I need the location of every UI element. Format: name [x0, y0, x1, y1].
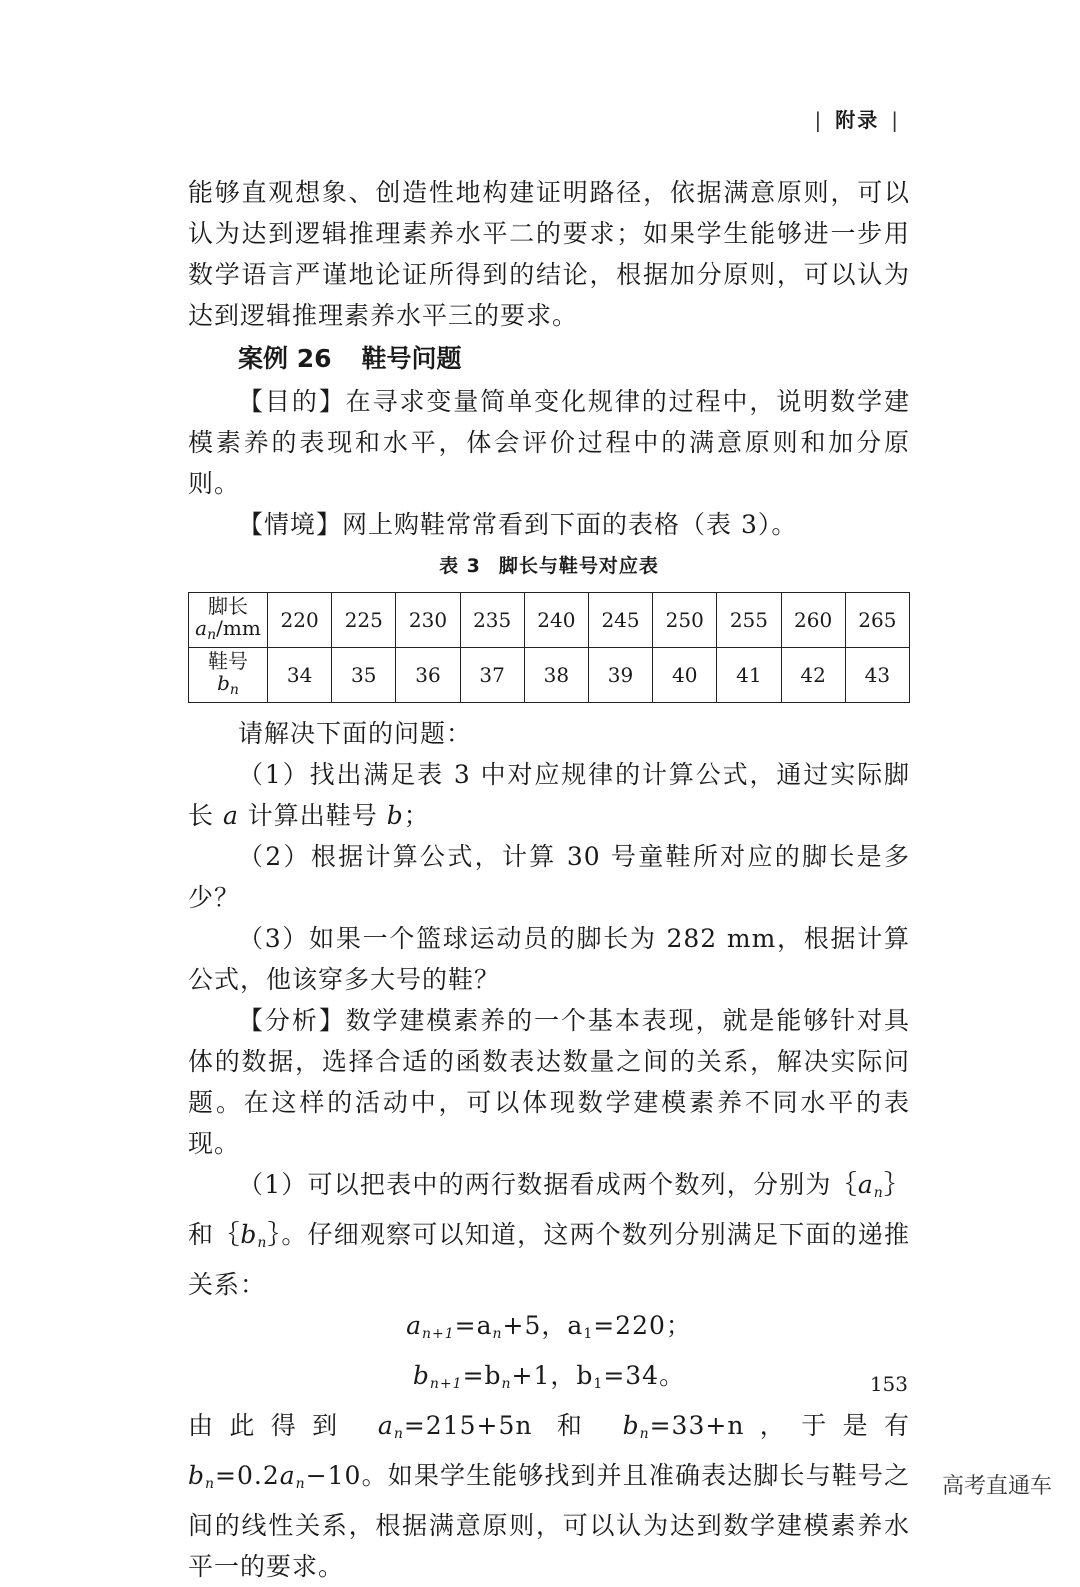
question-1-var-a: a	[222, 801, 239, 830]
conclusion-d: =0.2	[215, 1461, 280, 1490]
foot-length-header	[189, 593, 268, 648]
seq-a-var: a	[857, 1170, 874, 1199]
table-cell: 235	[460, 593, 524, 648]
shoe-size-sub: n	[229, 681, 239, 698]
page-number: 153	[869, 1372, 908, 1396]
table-cell: 38	[524, 648, 588, 703]
conclusion-c: =33+n，于是有	[649, 1411, 910, 1440]
conclusion-e: −10。如果学生能够找到并且准确表达脚长与鞋号之间的线性关系，根据满意原则，可以认为达到数学建模素养水平一的要求。	[188, 1461, 910, 1581]
table-cell: 34	[268, 648, 332, 703]
question-1-text-b: 计算出鞋号	[238, 801, 387, 830]
case-name: 鞋号问题	[361, 344, 462, 373]
table-caption	[188, 551, 910, 578]
running-head-title: 附录	[835, 108, 880, 132]
formula-a-eq: =a	[454, 1311, 493, 1340]
foot-length-sub: n	[207, 626, 217, 643]
formula-a-init: =220；	[593, 1311, 692, 1340]
table-cell: 255	[717, 593, 781, 648]
question-1-text-c: ；	[403, 801, 430, 830]
running-head-divider-right: |	[891, 108, 900, 132]
question-1-text-a: （1）找出满足表 3 中对应规律的计算公式，通过实际脚长	[188, 760, 910, 830]
context-paragraph	[188, 504, 910, 545]
table-cell: 39	[588, 648, 652, 703]
table-cell: 240	[524, 593, 588, 648]
foot-length-var: a	[195, 615, 208, 640]
shoe-size-header	[189, 648, 268, 703]
formula-a-plus: +5，a	[502, 1311, 584, 1340]
case-label: 案例 26	[238, 344, 332, 373]
analysis-step-1-b: ｝和｛	[188, 1170, 910, 1249]
formula-b-plus: +1，b	[511, 1361, 594, 1390]
analysis-tag: 【分析】	[238, 1006, 346, 1035]
watermark: 高考直通车	[941, 1474, 1052, 1499]
shoe-size-label: 鞋号	[208, 648, 248, 673]
analysis-conclusion: 由此得到 $a_n=215+5n$ 和 $b_n=33+n$，于是有 $b_n=0.2a_n-10$。如果学生能够找到并且准确表达脚长与鞋号之间的线性关系，根据满意原则，可以认为达到数学建模素养水平一的要求。	[188, 1411, 910, 1581]
table-cell: 42	[781, 648, 845, 703]
foot-length-label: 脚长	[208, 593, 248, 618]
page-body	[188, 172, 910, 1587]
recurrence-a: $a_{n+1}=a_n+5$，$a_1=220$；	[406, 1311, 692, 1342]
shoe-size-table	[188, 592, 910, 703]
table-cell: 35	[332, 648, 396, 703]
table-cell: 37	[460, 648, 524, 703]
table-caption-number: 表 3	[439, 555, 481, 577]
shoe-size-var: b	[217, 670, 230, 695]
foot-length-unit: /mm	[216, 615, 261, 640]
conclusion-a: 由此得到	[188, 1411, 378, 1440]
context-text: 网上购鞋常常看到下面的表格（表 3）。	[342, 510, 798, 539]
table-cell: 250	[653, 593, 717, 648]
analysis-paragraph	[188, 1000, 910, 1164]
foot-length-row	[189, 593, 910, 648]
running-head	[803, 104, 913, 133]
question-1	[188, 754, 910, 836]
recurrence-b: $b_{n+1}=b_n+1$，$b_1=34$。	[412, 1361, 686, 1392]
questions-intro: 请解决下面的问题：	[238, 719, 473, 748]
conclusion-b: =215+5n 和	[403, 1411, 623, 1440]
question-1-var-b: b	[386, 801, 404, 830]
analysis-step-1-c: ｝。仔细观察可以知道，这两个数列分别满足下面的递推关系：	[188, 1220, 910, 1299]
formula-b-eq: =b	[462, 1361, 502, 1390]
purpose-paragraph	[188, 381, 910, 504]
table-cell: 225	[332, 593, 396, 648]
seq-b-var: b	[240, 1220, 258, 1249]
table-cell: 260	[781, 593, 845, 648]
table-cell: 265	[845, 593, 909, 648]
table-cell: 230	[396, 593, 460, 648]
table-caption-text: 脚长与鞋号对应表	[498, 555, 659, 577]
table-cell: 41	[717, 648, 781, 703]
running-head-divider-left: |	[814, 108, 824, 132]
table-cell: 36	[396, 648, 460, 703]
shoe-size-row	[189, 648, 910, 703]
analysis-text: 数学建模素养的一个基本表现，就是能够针对具体的数据，选择合适的函数表达数量之间的关系，解决实际问题。在这样的活动中，可以体现数学建模素养不同水平的表现。	[188, 1006, 910, 1158]
question-3: （3）如果一个篮球运动员的脚长为 282 mm，根据计算公式，他该穿多大号的鞋？	[188, 924, 910, 994]
purpose-tag: 【目的】	[238, 387, 346, 416]
table-cell: 43	[845, 648, 909, 703]
table-cell: 40	[653, 648, 717, 703]
context-tag: 【情境】	[238, 510, 343, 539]
case-title	[238, 338, 910, 379]
formula-b-init: =34。	[603, 1361, 686, 1390]
question-2: （2）根据计算公式，计算 30 号童鞋所对应的脚长是多少？	[188, 842, 910, 912]
paragraph-continued: 能够直观想象、创造性地构建证明路径，依据满意原则，可以认为达到逻辑推理素养水平二的要求；如果学生能够进一步用数学语言严谨地论证所得到的结论，根据加分原则，可以认为达到逻辑推理素养水平三的要求。	[188, 178, 910, 330]
analysis-step-1: （1）可以把表中的两行数据看成两个数列，分别为$\{a_n\}$和$\{b_n\}$。仔细观察可以知道，这两个数列分别满足下面的递推关系：	[188, 1170, 910, 1299]
analysis-step-1-a: （1）可以把表中的两行数据看成两个数列，分别为｛	[238, 1170, 858, 1199]
purpose-text: 在寻求变量简单变化规律的过程中，说明数学建模素养的表现和水平，体会评价过程中的满意原则和加分原则。	[188, 387, 910, 498]
table-cell: 220	[268, 593, 332, 648]
table-cell: 245	[588, 593, 652, 648]
